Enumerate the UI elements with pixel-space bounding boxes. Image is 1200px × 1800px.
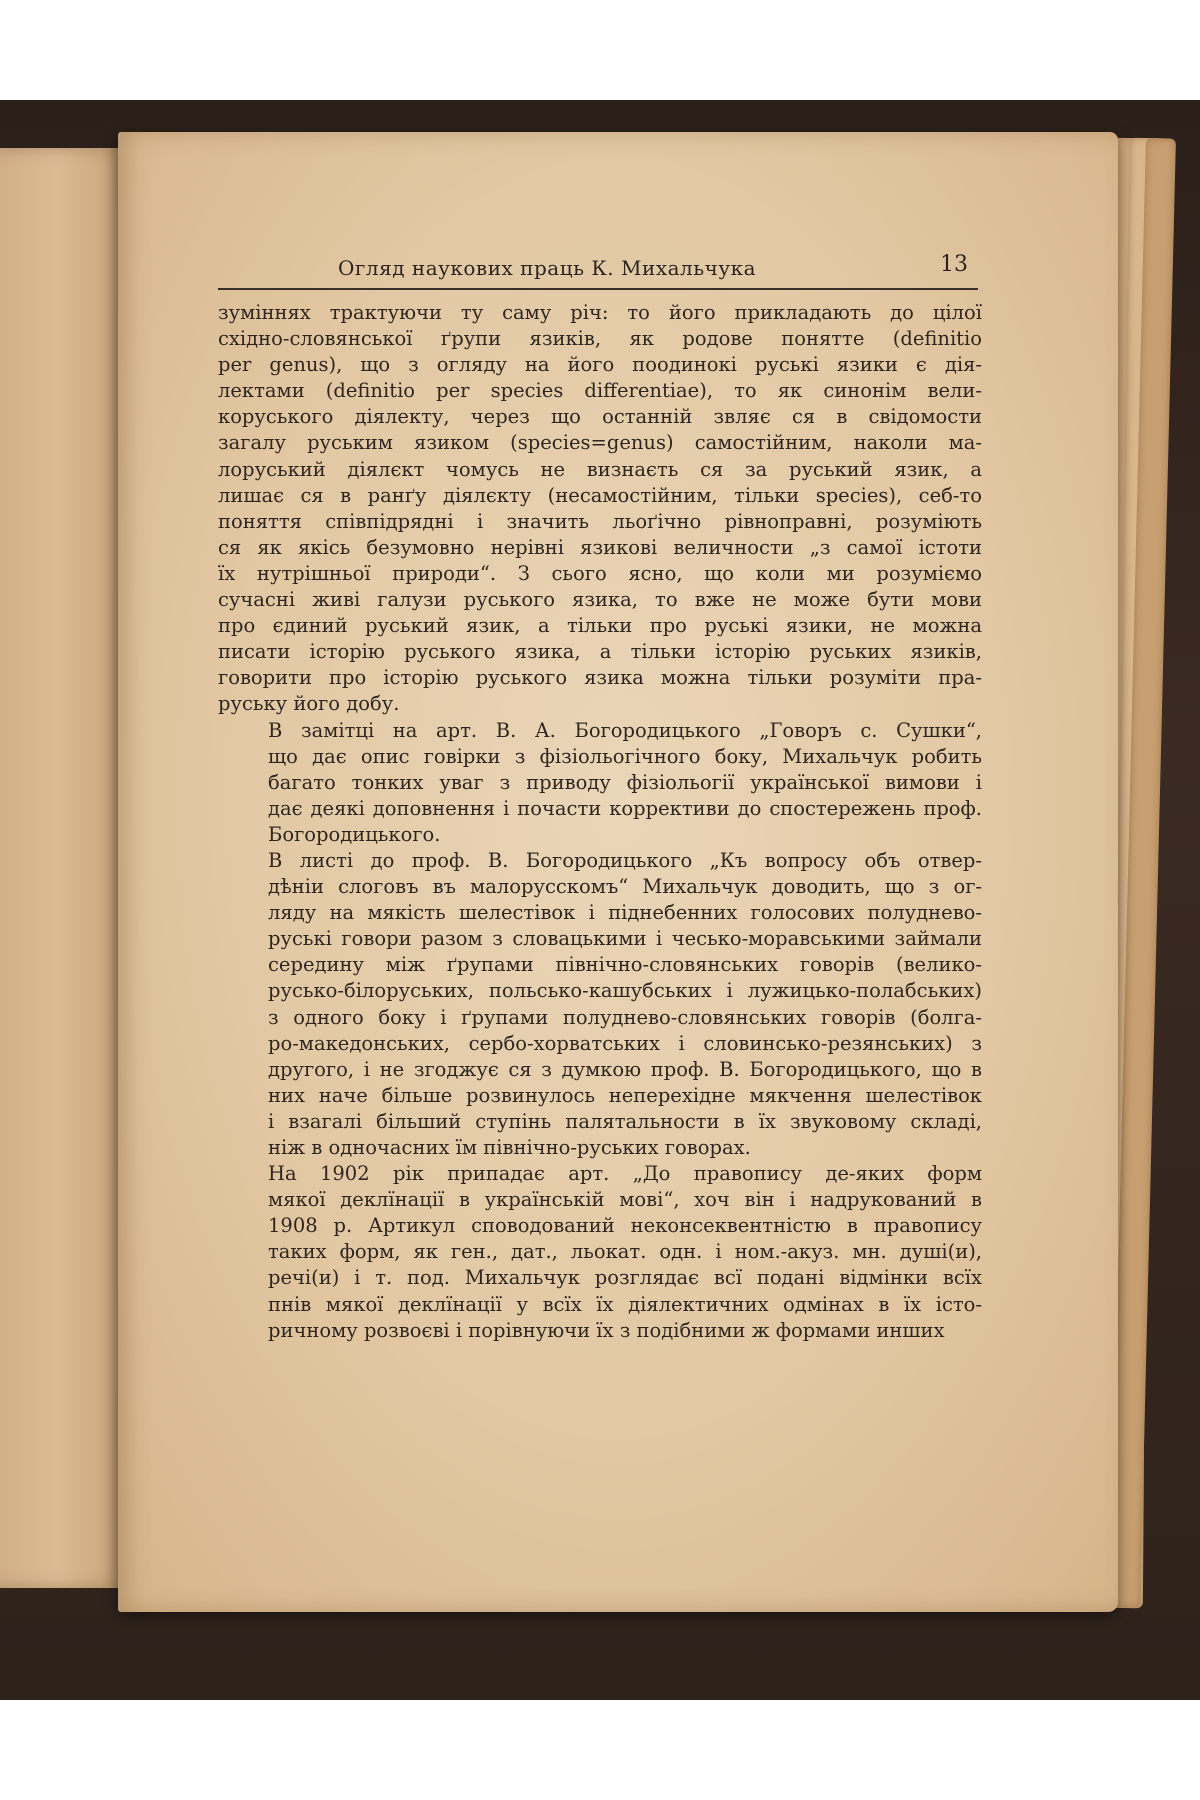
text-line: дає деякі доповнення і почасти коррективи до спостережень проф. bbox=[268, 796, 982, 820]
text-line: ніж в одночасних їм північно-руських говорах. bbox=[268, 1136, 751, 1159]
text-line: мякої деклїнації в українській мові“, хоч він і надрукований в bbox=[268, 1188, 982, 1212]
paragraph bbox=[218, 848, 982, 1161]
paragraph bbox=[218, 1161, 982, 1344]
text-line: В листі до проф. В. Богородицького „Къ вопросу объ отвер- bbox=[268, 848, 982, 872]
paragraph bbox=[218, 300, 982, 718]
text-line: зуміннях трактуючи ту саму річ: то його прикладають до цілої bbox=[218, 301, 982, 324]
text-line: речі(и) і т. под. Михальчук розглядає всї подані відмінки всїх bbox=[268, 1266, 982, 1290]
facing-page-edge bbox=[0, 148, 122, 1588]
text-line: лектами (definitio per species differentiae), то як синонім вели- bbox=[218, 379, 982, 403]
text-line: поняття співпідрядні і значить льоґічно рівноправні, розуміють bbox=[218, 509, 982, 533]
page-photo bbox=[0, 100, 1200, 1700]
text-line: коруського діялекту, через що останній звляє ся в свідомости bbox=[218, 405, 982, 429]
text-line: багато тонких уваг з приводу фізіольогії української вимови і bbox=[268, 770, 982, 794]
text-line: говорити про історію руського язика можна тільки розуміти пра- bbox=[218, 666, 982, 690]
book-page bbox=[118, 132, 1118, 1612]
text-line: що дає опис говірки з фізіольогічного боку, Михальчук робить bbox=[268, 744, 982, 768]
text-line: загалу руським язиком (species=genus) самостійним, наколи ма- bbox=[218, 431, 982, 455]
text-line: лишає ся в ранґу діялєкту (несамостійним, тільки species), себ-то bbox=[218, 483, 982, 507]
text-line: русько-білоруських, польсько-кашубських і лужицько-полабських) bbox=[268, 979, 982, 1003]
text-line: про єдиний руський язик, а тільки про руські язики, не можна bbox=[218, 614, 982, 638]
body-text bbox=[218, 300, 982, 1344]
text-line: ся як якісь безумовно нерівні язикові величности „з самої істоти bbox=[218, 535, 982, 559]
running-header bbox=[218, 252, 978, 290]
text-line: середину між ґрупами північно-словянських говорів (велико- bbox=[268, 953, 982, 977]
text-line: дѣніи слоговъ въ малорусскомъ“ Михальчук доводить, що з ог- bbox=[268, 875, 982, 899]
text-line: 1908 р. Артикул споводований неконсеквентністю в правопису bbox=[268, 1214, 982, 1238]
text-line: руську його добу. bbox=[218, 692, 400, 716]
text-line: Богородицького. bbox=[268, 822, 441, 846]
text-line: ричному розвоєві і порівнуючи їх з подібними ж формами инших bbox=[268, 1318, 945, 1342]
text-line: В замітці на арт. В. А. Богородицького „Говоръ с. Сушки“, bbox=[268, 718, 982, 742]
text-line: них наче більше розвинулось неперехідне мякчення шелестівок bbox=[268, 1083, 982, 1107]
text-line: писати історію руського язика, а тільки історію руських язиків, bbox=[218, 640, 982, 664]
text-line: і взагалі більший ступінь палятальности в їх звуковому складі, bbox=[268, 1109, 982, 1133]
text-line: ляду на мякість шелестівок і піднебенних голосових полудневo- bbox=[268, 901, 982, 925]
text-line: руські говори разом з словацькими і чесько-моравськими займали bbox=[268, 927, 982, 951]
text-line: таких форм, як ген., дат., льокат. одн. і ном.-акуз. мн. душі(и), bbox=[268, 1240, 982, 1264]
text-line: пнів мякої деклїнації у всїх їх діялектичних одмінах в їх істо- bbox=[268, 1292, 982, 1316]
text-line: сучасні живі галузи руського язика, то вже не може бути мови bbox=[218, 588, 982, 612]
text-line: їх нутрішньої природи“. З сього ясно, що коли ми розуміємо bbox=[218, 561, 982, 585]
text-line: другого, і не згоджує ся з думкою проф. В. Богородицького, що в bbox=[268, 1057, 982, 1081]
text-line: На 1902 рік припадає арт. „До правопису де-яких форм bbox=[268, 1162, 982, 1186]
paragraph bbox=[218, 718, 982, 848]
text-line: лоруський діялєкт чомусь не визнаєть ся за руський язик, а bbox=[218, 457, 982, 481]
page-number: 13 bbox=[940, 252, 968, 277]
running-title: Огляд наукових праць К. Михальчука bbox=[338, 256, 757, 280]
text-line: ро-македонських, сербо-хорватських і словинсько-резянських) з bbox=[268, 1031, 982, 1055]
text-line: per genus), що з огляду на його поодинокі руські язики є дія- bbox=[218, 353, 982, 377]
text-line: східно-словянської ґрупи язиків, як родове понятте (definitio bbox=[218, 327, 982, 351]
text-line: з одного боку і ґрупами полудневo-словянських говорів (болга- bbox=[268, 1005, 982, 1029]
